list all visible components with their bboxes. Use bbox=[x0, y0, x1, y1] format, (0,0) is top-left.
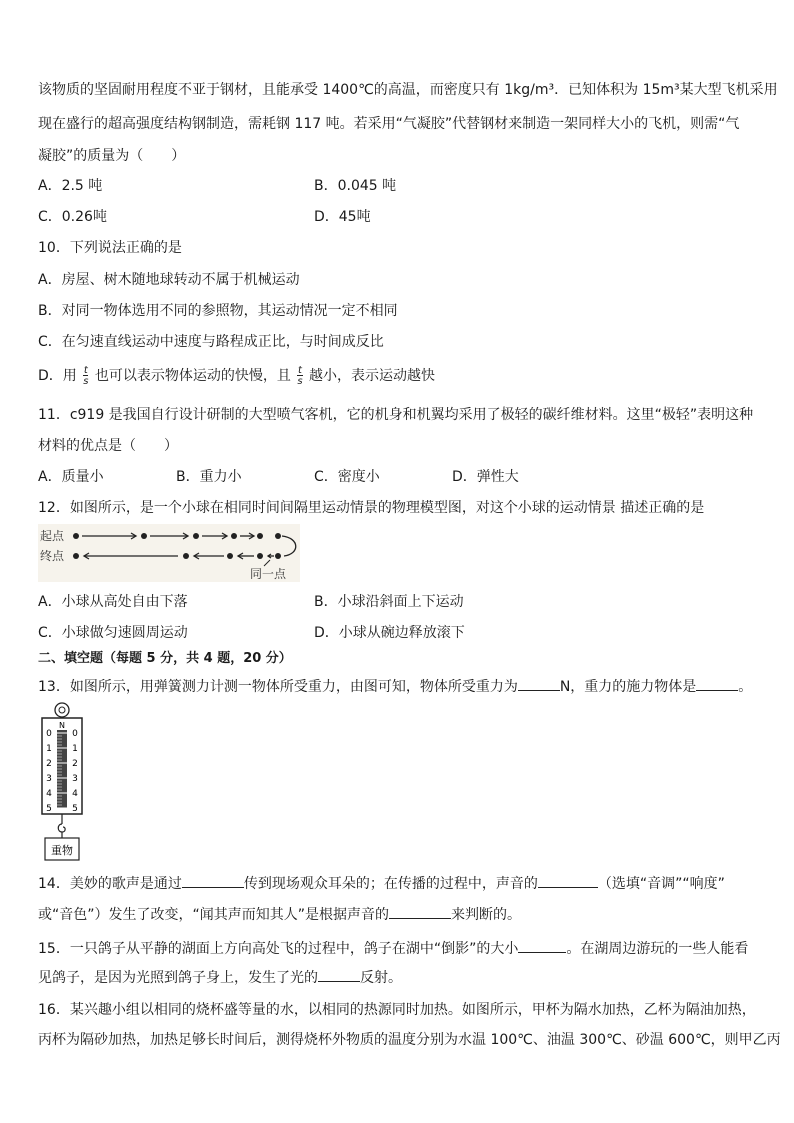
q11-option-b[interactable]: B．重力小 bbox=[176, 469, 242, 485]
q12-option-c[interactable]: C．小球做匀速圆周运动 bbox=[38, 625, 188, 641]
q12-option-a[interactable]: A．小球从高处自由下落 bbox=[38, 594, 188, 610]
label-end: 终点 bbox=[40, 549, 65, 563]
label-start: 起点 bbox=[40, 529, 65, 543]
q13-line bbox=[38, 676, 752, 697]
q15-l1-pre: 15．一只鸽子从平静的湖面上方向高处飞的过程中，鸽子在湖中“倒影”的大小 bbox=[38, 941, 519, 957]
section-heading: 二、填空题（每题 5 分，共 4 题，20 分） bbox=[38, 651, 292, 666]
q10-option-b[interactable]: B．对同一物体选用不同的参照物，其运动情况一定不相同 bbox=[38, 303, 398, 319]
answer-blank[interactable] bbox=[518, 676, 560, 691]
scale-tick-label: 1 bbox=[72, 744, 78, 754]
q13-mid: N，重力的施力物体是 bbox=[559, 679, 697, 695]
q9-option-b[interactable]: B．0.045 吨 bbox=[314, 178, 397, 194]
scale-tick-label: 0 bbox=[46, 729, 52, 739]
fraction-t-over-s bbox=[297, 366, 302, 386]
answer-blank[interactable] bbox=[518, 938, 566, 953]
q11-line2: 材料的优点是（ ） bbox=[38, 438, 178, 454]
q12-option-d[interactable]: D．小球从碗边释放滚下 bbox=[314, 625, 465, 641]
q10-d-post: 越小，表示运动越快 bbox=[309, 368, 436, 384]
q14-l1-pre: 14．美妙的歌声是通过 bbox=[38, 876, 182, 892]
answer-blank[interactable] bbox=[389, 904, 451, 919]
q9-option-c[interactable]: C．0.26吨 bbox=[38, 209, 107, 225]
q13-pre: 13．如图所示，用弹簧测力计测一物体所受重力，由图可知，物体所受重力为 bbox=[38, 679, 518, 695]
q15-l1-post: 。在湖周边游玩的一些人能看 bbox=[566, 941, 749, 957]
q11-line1: 11．c919 是我国自行设计研制的大型喷气客机，它的机身和机翼均采用了极轻的碳纤维材料。这里“极轻”表明这种 bbox=[38, 407, 754, 423]
q12-options-ab bbox=[38, 592, 738, 612]
scale-unit: N bbox=[59, 721, 65, 730]
q12-stem: 12．如图所示，是一个小球在相同时间间隔里运动情景的物理模型图，对这个小球的运动情景 描述正确的是 bbox=[38, 500, 705, 516]
q10-d-pre: D．用 bbox=[38, 368, 77, 384]
fraction-numerator: t bbox=[83, 365, 88, 376]
scale-tick-label: 4 bbox=[72, 789, 78, 799]
q11-option-c[interactable]: C．密度小 bbox=[314, 469, 380, 485]
scale-tick-label: 1 bbox=[46, 744, 52, 754]
scale-tick-label: 2 bbox=[72, 759, 78, 769]
q9-line2: 现在盛行的超高强度结构钢制造，需耗钢 117 吨。若采用“气凝胶”代替钢材来制造一架同样大小的飞机，则需“气 bbox=[38, 116, 740, 132]
fraction-denominator: s bbox=[83, 376, 89, 387]
scale-tick-label: 3 bbox=[46, 774, 52, 784]
q11-option-a[interactable]: A．质量小 bbox=[38, 469, 104, 485]
q15-line1 bbox=[38, 938, 748, 959]
q15-line2 bbox=[38, 967, 402, 988]
motion-diagram bbox=[38, 524, 300, 582]
fraction-t-over-s bbox=[83, 366, 88, 386]
answer-blank[interactable] bbox=[696, 676, 738, 691]
q10-stem: 10．下列说法正确的是 bbox=[38, 240, 182, 256]
scale-tick-label: 5 bbox=[72, 804, 78, 814]
answer-blank[interactable] bbox=[182, 873, 244, 888]
q14-l2-post: 来判断的。 bbox=[451, 907, 522, 923]
spring-scale-figure bbox=[38, 700, 86, 863]
q10-d-mid: 也可以表示物体运动的快慢，且 bbox=[94, 368, 291, 384]
q14-line2 bbox=[38, 904, 521, 925]
q11-option-d[interactable]: D．弹性大 bbox=[452, 469, 519, 485]
q14-l1-post: （选填“音调”“响度” bbox=[597, 876, 725, 892]
q10-option-c[interactable]: C．在匀速直线运动中速度与路程成正比，与时间成反比 bbox=[38, 334, 384, 350]
answer-blank[interactable] bbox=[538, 873, 598, 888]
fraction-denominator: s bbox=[297, 376, 303, 387]
q14-line1 bbox=[38, 873, 725, 894]
q9-option-a[interactable]: A．2.5 吨 bbox=[38, 178, 103, 194]
scale-tick-label: 2 bbox=[46, 759, 52, 769]
q12-option-b[interactable]: B．小球沿斜面上下运动 bbox=[314, 594, 464, 610]
q14-l2-pre: 或“音色”）发生了改变，“闻其声而知其人”是根据声音的 bbox=[38, 907, 390, 923]
q9-options-cd bbox=[38, 207, 738, 227]
answer-blank[interactable] bbox=[318, 967, 360, 982]
hook-icon bbox=[58, 824, 65, 832]
q10-option-a[interactable]: A．房屋、树木随地球转动不属于机械运动 bbox=[38, 272, 300, 288]
q16-line2: 丙杯为隔砂加热，加热足够长时间后，测得烧杯外物质的温度分别为水温 100℃、油温 300℃、砂温 600℃，则甲乙丙 bbox=[38, 1032, 781, 1048]
q14-l1-mid: 传到现场观众耳朵的；在传播的过程中，声音的 bbox=[243, 876, 538, 892]
label-same-point: 同一点 bbox=[250, 567, 287, 581]
q13-post: 。 bbox=[738, 679, 753, 695]
scale-tick-label: 5 bbox=[46, 804, 52, 814]
q16-line1: 16．某兴趣小组以相同的烧杯盛等量的水，以相同的热源同时加热。如图所示，甲杯为隔水加热，乙杯为隔油加热， bbox=[38, 1002, 756, 1018]
q12-options-cd bbox=[38, 623, 738, 643]
scale-tick-label: 4 bbox=[46, 789, 52, 799]
q9-line3: 凝胶”的质量为（ ） bbox=[38, 148, 186, 164]
q15-l2-post: 反射。 bbox=[360, 970, 402, 986]
q15-l2-pre: 见鸽子，是因为光照到鸽子身上，发生了光的 bbox=[38, 970, 318, 986]
q9-line1: 该物质的坚固耐用程度不亚于钢材，且能承受 1400℃的高温，而密度只有 1kg/m³．已知体积为 15m³某大型飞机采用 bbox=[38, 82, 778, 98]
scale-tick-label: 3 bbox=[72, 774, 78, 784]
fraction-numerator: t bbox=[298, 365, 302, 376]
scale-tick-label: 0 bbox=[72, 729, 78, 739]
q9-options-ab bbox=[38, 176, 738, 196]
q9-option-d[interactable]: D．45吨 bbox=[314, 209, 371, 225]
q10-option-d[interactable] bbox=[38, 366, 435, 386]
weight-label: 重物 bbox=[51, 844, 73, 857]
